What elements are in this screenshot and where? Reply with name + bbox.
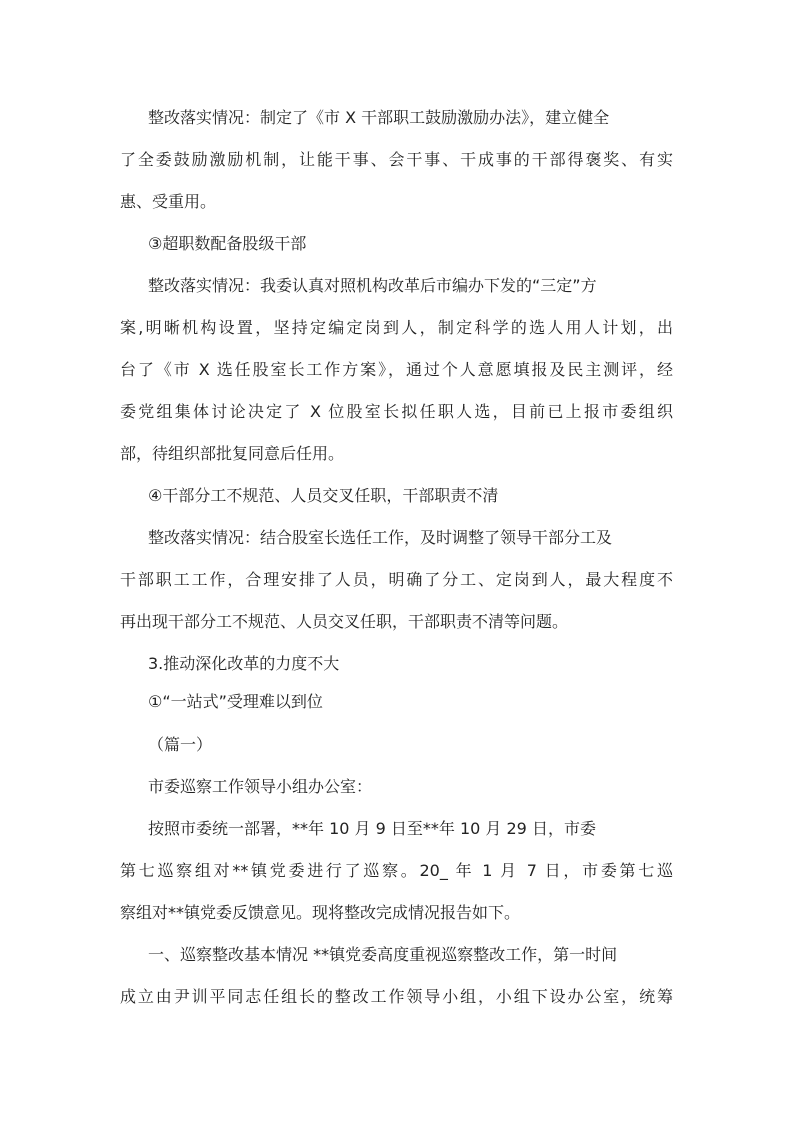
paragraph-line: 按照市委统一部署，**年 10 月 9 日至**年 10 月 29 日，市委 xyxy=(148,819,596,838)
section-heading: ④干部分工不规范、人员交叉任职，干部职责不清 xyxy=(148,486,499,505)
paragraph-line: 成立由尹训平同志任组长的整改工作领导小组，小组下设办公室，统筹 xyxy=(120,987,673,1006)
paragraph-line: 察组对**镇党委反馈意见。现将整改完成情况报告如下。 xyxy=(120,903,521,922)
paragraph-line: 整改落实情况：制定了《市 X 干部职工鼓励激励办法》，建立健全 xyxy=(148,108,610,127)
paragraph-line: 案,明晰机构设置，坚持定编定岗到人，制定科学的选人用人计划，出 xyxy=(120,318,673,337)
paragraph-line: 一、巡察整改基本情况 **镇党委高度重视巡察整改工作，第一时间 xyxy=(148,945,618,964)
paragraph-line: 干部职工工作，合理安排了人员，明确了分工、定岗到人，最大程度不 xyxy=(120,570,673,589)
section-heading: ①“一站式”受理难以到位 xyxy=(148,692,323,711)
section-heading: ③超职数配备股级干部 xyxy=(148,234,307,253)
article-label: （篇一） xyxy=(148,735,213,754)
paragraph-line: 整改落实情况：我委认真对照机构改革后市编办下发的“三定”方 xyxy=(148,276,597,295)
paragraph-line: 委党组集体讨论决定了 X 位股室长拟任职人选，目前已上报市委组织 xyxy=(120,402,673,421)
addressee-line: 市委巡察工作领导小组办公室： xyxy=(148,777,373,796)
paragraph-line: 再出现干部分工不规范、人员交叉任职，干部职责不清等问题。 xyxy=(120,612,569,631)
paragraph-line: 第七巡察组对**镇党委进行了巡察。20_ 年 1 月 7 日，市委第七巡 xyxy=(120,861,673,880)
paragraph-line: 了全委鼓励激励机制，让能干事、会干事、干成事的干部得褒奖、有实 xyxy=(120,150,673,169)
paragraph-line: 部，待组织部批复同意后任用。 xyxy=(120,444,345,463)
paragraph-line: 整改落实情况：结合股室长选任工作，及时调整了领导干部分工及 xyxy=(148,528,613,547)
paragraph-line: 惠、受重用。 xyxy=(120,192,217,211)
paragraph-line: 台了《市 X 选任股室长工作方案》，通过个人意愿填报及民主测评，经 xyxy=(120,360,673,379)
section-heading: 3.推动深化改革的力度不大 xyxy=(148,654,340,673)
